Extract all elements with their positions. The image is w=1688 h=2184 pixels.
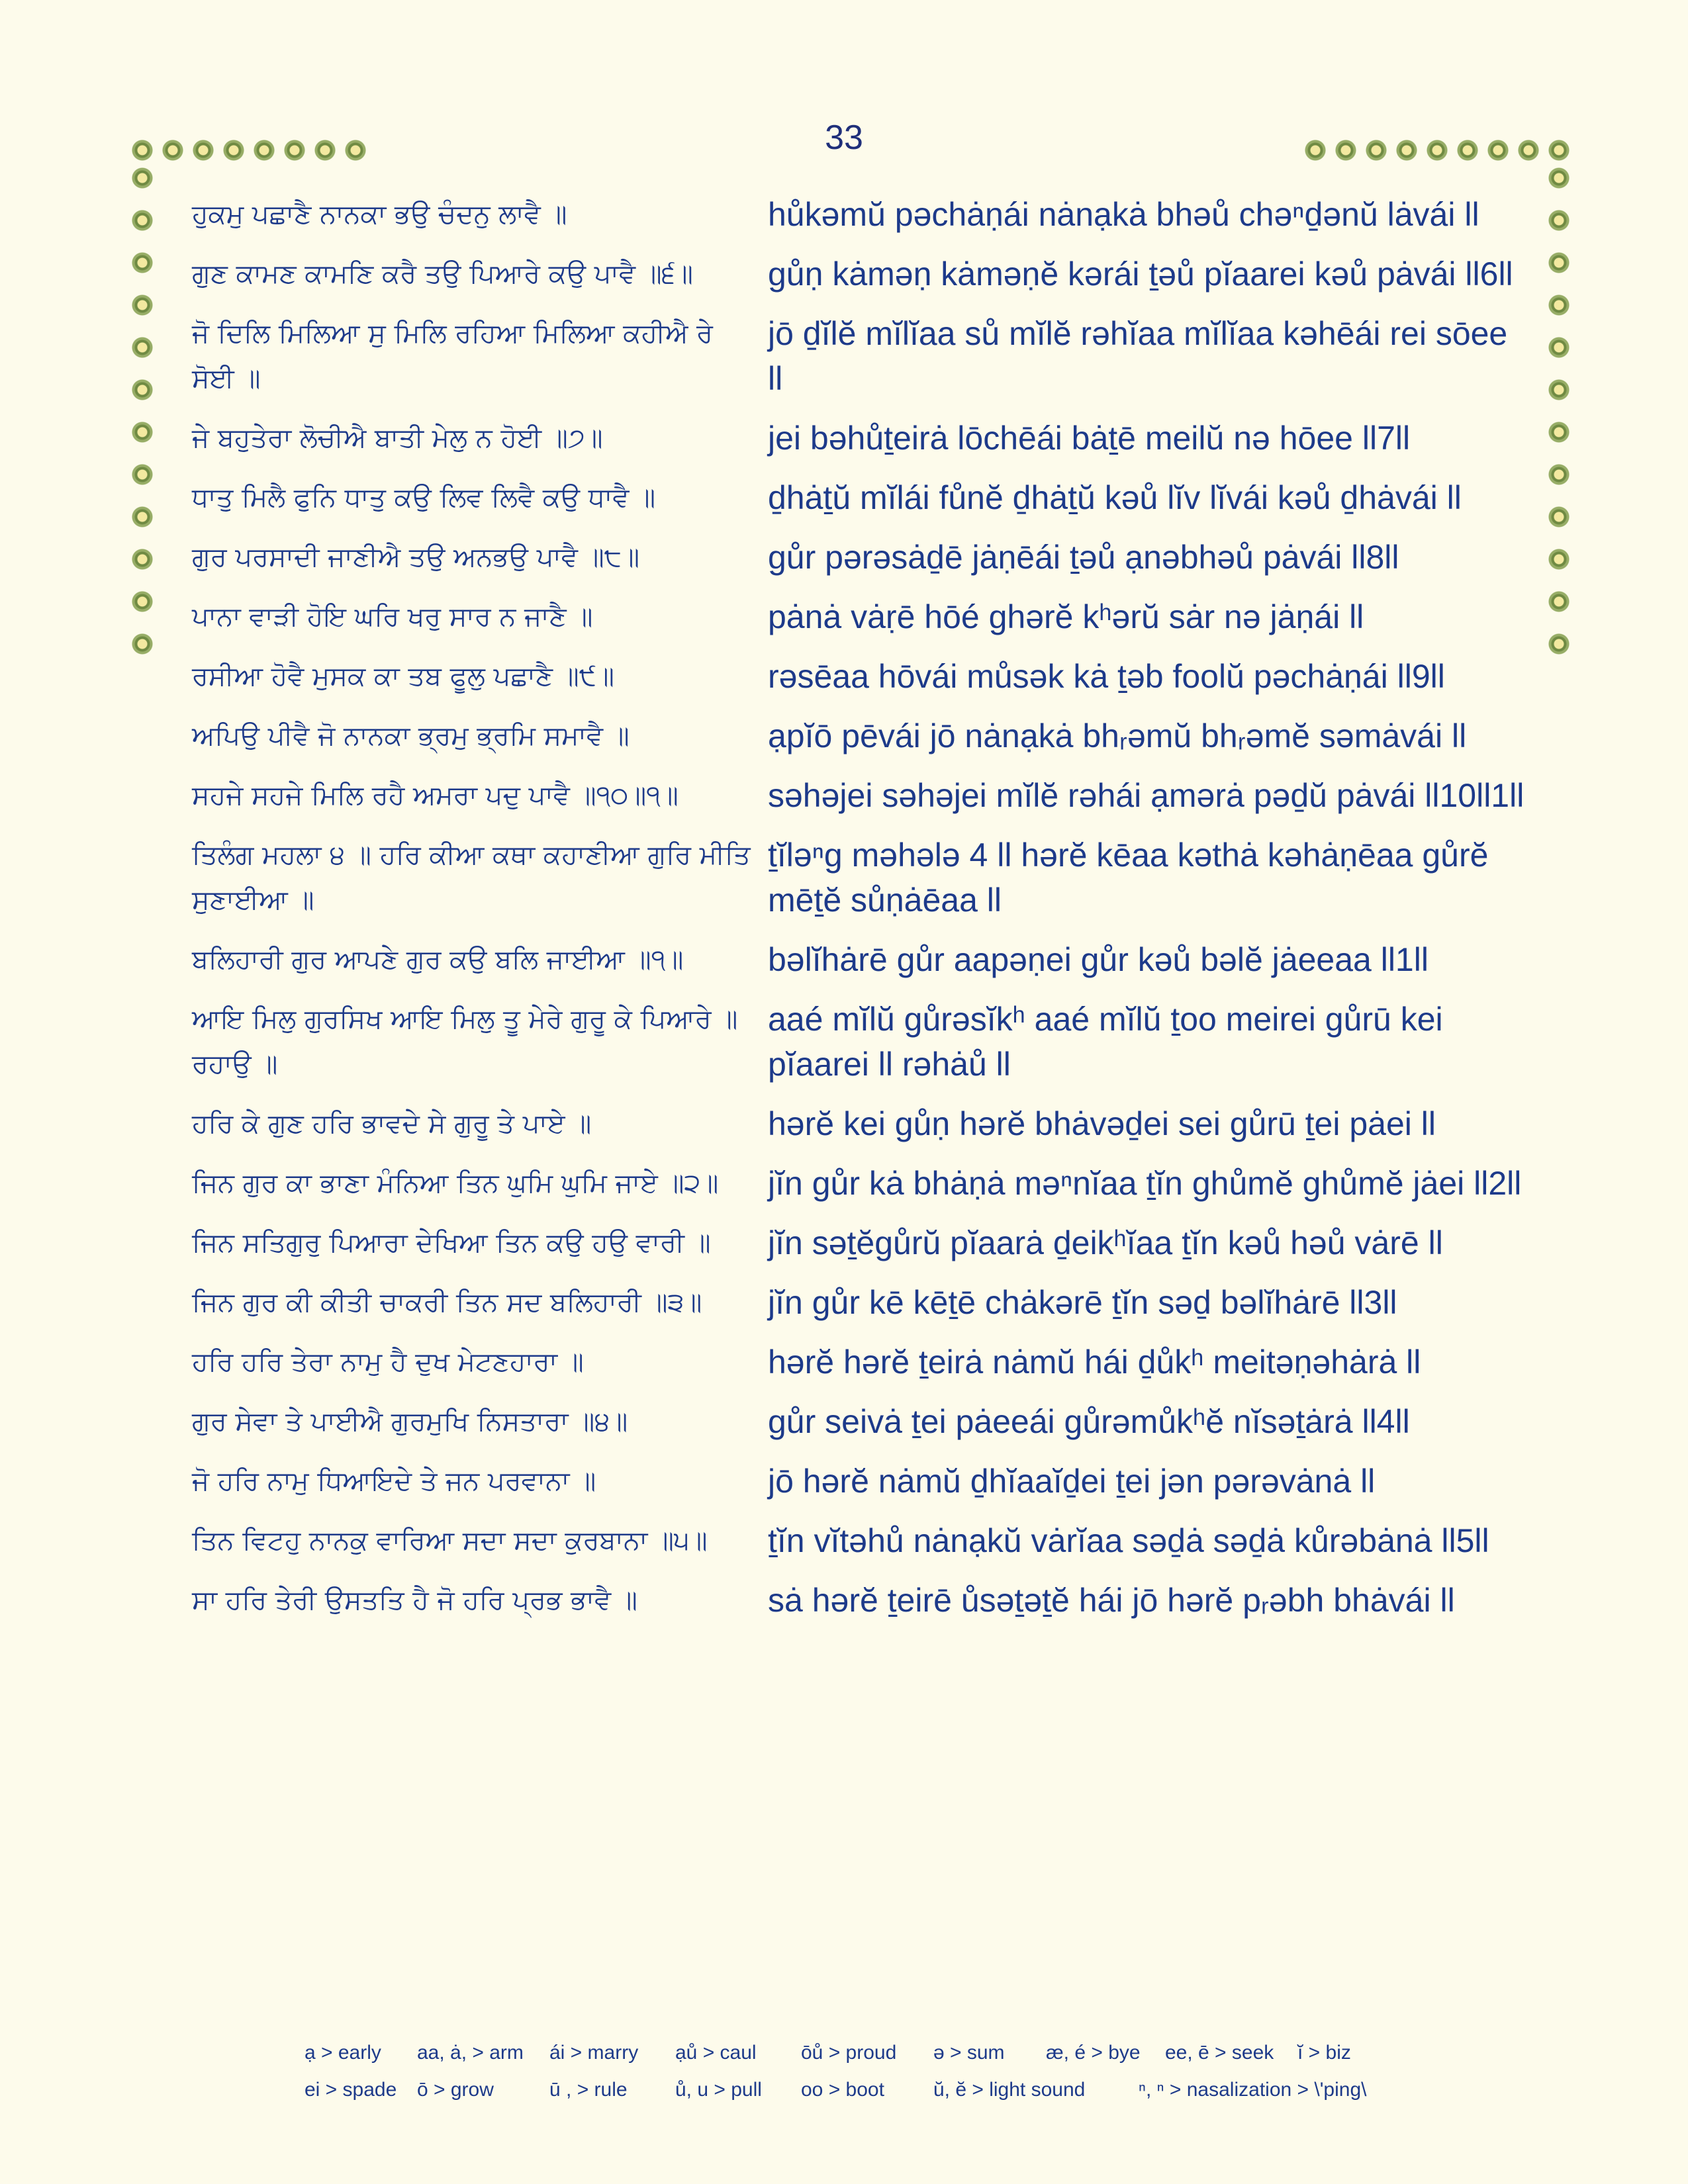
verse-row: [192, 251, 1529, 296]
legend-item: ōů > proud: [801, 2042, 897, 2064]
verse-row: [192, 1161, 1529, 1206]
gurmukhi-text: ਜਿਨ ਸਤਿਗੁਰੁ ਪਿਆਰਾ ਦੇਖਿਆ ਤਿਨ ਕਉ ਹਉ ਵਾਰੀ ॥: [192, 1228, 711, 1258]
legend-item: ái > marry: [549, 2042, 639, 2064]
gurmukhi-text: ਗੁਣ ਕਾਮਣ ਕਾਮਣਿ ਕਰੈ ਤਉ ਪਿਆਰੇ ਕਉ ਪਾਵੈ ॥੬॥: [192, 259, 693, 289]
flower-ornament-icon: [131, 421, 154, 443]
verse-row: [192, 1101, 1529, 1146]
transliteration-text: hərĕ hərĕ ṯeirȧ nȧmŭ hái ḏůkʰ meitəṇəhȧrȧ ll: [768, 1343, 1421, 1381]
verse-list: [192, 192, 1529, 1637]
flower-ornament-icon: [131, 590, 154, 613]
gurmukhi-text: ਜੋ ਹਰਿ ਨਾਮੁ ਧਿਆਇਦੇ ਤੇ ਜਨ ਪਰਵਾਨਾ ॥: [192, 1466, 596, 1496]
flower-ornament-icon: [1548, 633, 1570, 655]
gurmukhi-text: ਜਿਨ ਗੁਰ ਕੀ ਕੀਤੀ ਚਾਕਰੀ ਤਿਨ ਸਦ ਬਲਿਹਾਰੀ ॥੩॥: [192, 1287, 702, 1318]
legend-item: oo > boot: [801, 2079, 884, 2101]
verse-row: [192, 594, 1529, 639]
transliteration-text: rəsēaa hōvái můsək kȧ ṯəb foolŭ pəchȧṇái ll9ll: [768, 658, 1445, 695]
verse-row: [192, 311, 1529, 401]
gurmukhi-text: ਅਪਿਉ ਪੀਵੈ ਜੋ ਨਾਨਕਾ ਭ੍ਰਮੁ ਭ੍ਰਮਿ ਸਮਾਵੈ ॥: [192, 721, 630, 751]
transliteration-text: gůṇ kȧməṇ kȧməṇĕ kərái ṯəů pĭaarei kəů pȧvái ll6ll: [768, 255, 1513, 293]
gurmukhi-text: ਜੇ ਬਹੁਤੇਰਾ ਲੋਚੀਐ ਬਾਤੀ ਮੇਲੁ ਨ ਹੋਈ ॥੭॥: [192, 423, 603, 453]
gurmukhi-text: ਬਲਿਹਾਰੀ ਗੁਰ ਆਪਣੇ ਗੁਰ ਕਉ ਬਲਿ ਜਾਈਆ ॥੧॥: [192, 944, 684, 975]
flower-ornament-icon: [1548, 421, 1570, 443]
flower-ornament-icon: [131, 209, 154, 232]
verse-row: [192, 475, 1529, 520]
verse-row: [192, 1220, 1529, 1265]
flower-ornament-icon: [131, 294, 154, 316]
gurmukhi-text: ਪਾਨਾ ਵਾੜੀ ਹੋਇ ਘਰਿ ਖਰੁ ਸਾਰ ਨ ਜਾਣੈ ॥: [192, 602, 593, 632]
verse-row: [192, 1399, 1529, 1444]
flower-ornament-icon: [131, 336, 154, 359]
verse-row: [192, 1518, 1529, 1563]
flower-ornament-icon: [1548, 251, 1570, 274]
transliteration-text: bəlĭhȧrē gůr aapəṇei gůr kəů bəlĕ jȧeeaa ll1ll: [768, 941, 1429, 978]
verse-row: [192, 654, 1529, 699]
transliteration-text: jĭn gůr kȧ bhȧṇȧ məⁿnĭaa ṯĭn ghůmĕ ghůmĕ jȧei ll2ll: [768, 1165, 1522, 1202]
gurmukhi-text: ਸਾ ਹਰਿ ਤੇਰੀ ਉਸਤਤਿ ਹੈ ਜੋ ਹਰਿ ਪ੍ਰਭ ਭਾਵੈ ॥: [192, 1585, 637, 1615]
flower-ornament-icon: [1548, 294, 1570, 316]
flower-ornament-icon: [131, 506, 154, 528]
flower-ornament-icon: [131, 251, 154, 274]
gurmukhi-text: ਧਾਤੁ ਮਿਲੈ ਫੁਨਿ ਧਾਤੁ ਕਉ ਲਿਵ ਲਿਵੈ ਕਉ ਧਾਵੈ ॥: [192, 482, 656, 513]
transliteration-text: jei bəhůṯeirȧ lōchēái bȧṯē meilŭ nə hōee ll7ll: [768, 420, 1411, 457]
legend-item: ạů > caul: [675, 2042, 757, 2064]
verse-row: [192, 1340, 1529, 1385]
legend-item: ū , > rule: [549, 2079, 628, 2101]
flower-ornament-icon: [131, 463, 154, 486]
flower-ornament-icon: [1548, 506, 1570, 528]
pronunciation-legend: [305, 2042, 1496, 2116]
flower-ornament-icon: [1548, 167, 1570, 189]
flower-ornament-icon: [1548, 379, 1570, 401]
verse-row: [192, 937, 1529, 982]
gurmukhi-text: ਰਸੀਆ ਹੋਵੈ ਮੁਸਕ ਕਾ ਤਬ ਫੂਲੁ ਪਛਾਣੈ ॥੯॥: [192, 661, 614, 692]
legend-item: ĭ > biz: [1297, 2042, 1351, 2064]
flower-ornament-icon: [131, 633, 154, 655]
transliteration-text: ḏhȧṯŭ mĭlái fůnĕ ḏhȧṯŭ kəů lĭv lĭvái kəů ḏhȧvái ll: [768, 479, 1462, 516]
gurmukhi-text: ਤਿਨ ਵਿਟਹੁ ਨਾਨਕੁ ਵਾਰਿਆ ਸਦਾ ਸਦਾ ਕੁਰਬਾਨਾ ॥੫॥: [192, 1525, 708, 1556]
verse-row: [192, 192, 1529, 237]
flower-ornament-icon: [1548, 590, 1570, 613]
legend-item: aa, ȧ, > arm: [417, 2042, 524, 2064]
transliteration-text: jō ḏĭlĕ mĭlĭaa sů mĭlĕ rəhĭaa mĭlĭaa kəhēái rei sōee ll: [768, 315, 1508, 397]
transliteration-text: hərĕ kei gůṇ hərĕ bhȧvəḏei sei gůrū ṯei pȧei ll: [768, 1105, 1436, 1142]
legend-item: ə > sum: [933, 2042, 1005, 2064]
verse-row: [192, 535, 1529, 580]
verse-row: [192, 1578, 1529, 1623]
transliteration-text: pȧnȧ vȧṛē hōé ghərĕ kʰərŭ sȧr nə jȧṇái ll: [768, 598, 1364, 635]
transliteration-text: ṯĭn vĭtəhů nȧnạkŭ vȧrĭaa səḏȧ səḏȧ kůrəbȧnȧ ll5ll: [768, 1522, 1489, 1559]
legend-item: ō > grow: [417, 2079, 494, 2101]
verse-row: [192, 1280, 1529, 1325]
flower-ornament-icon: [1548, 548, 1570, 570]
legend-item: ⁿ, ⁿ > nasalization > \'ping\: [1139, 2079, 1367, 2101]
page-number: 33: [825, 118, 863, 157]
verse-row: [192, 833, 1529, 923]
verse-row: [192, 773, 1529, 818]
verse-row: [192, 997, 1529, 1087]
verse-row: [192, 1459, 1529, 1504]
gurmukhi-text: ਆਇ ਮਿਲੁ ਗੁਰਸਿਖ ਆਇ ਮਿਲੁ ਤੂ ਮੇਰੇ ਗੁਰੂ ਕੇ ਪਿਆਰੇ ॥ ਰਹਾਉ ॥: [192, 1004, 738, 1079]
gurmukhi-text: ਹਰਿ ਕੇ ਗੁਣ ਹਰਿ ਭਾਵਦੇ ਸੇ ਗੁਰੂ ਤੇ ਪਾਏ ॥: [192, 1109, 592, 1139]
flower-ornament-icon: [1548, 336, 1570, 359]
gurmukhi-text: ਹੁਕਮੁ ਪਛਾਣੈ ਨਾਨਕਾ ਭਉ ਚੰਦਨੁ ਲਾਵੈ ॥: [192, 199, 567, 230]
legend-item: ů, u > pull: [675, 2079, 762, 2101]
transliteration-text: sȧ hərĕ ṯeirē ůsəṯəṯĕ hái jō hərĕ pᵣəbh bhȧvái ll: [768, 1582, 1455, 1619]
gurmukhi-text: ਹਰਿ ਹਰਿ ਤੇਰਾ ਨਾਮੁ ਹੈ ਦੁਖ ਮੇਟਣਹਾਰਾ ॥: [192, 1347, 584, 1377]
gurmukhi-text: ਗੁਰ ਪਰਸਾਦੀ ਜਾਣੀਐ ਤਉ ਅਨਭਉ ਪਾਵੈ ॥੮॥: [192, 542, 640, 572]
legend-row-1: [305, 2042, 1496, 2064]
flower-ornament-icon: [1548, 463, 1570, 486]
gurmukhi-text: ਤਿਲੰਗ ਮਹਲਾ ੪ ॥ ਹਰਿ ਕੀਆ ਕਥਾ ਕਹਾਣੀਆ ਗੁਰਿ ਮੀਤਿ ਸੁਣਾਈਆ ॥: [192, 840, 751, 915]
transliteration-text: ṯĭləⁿg məhələ 4 ll hərĕ kēaa kəthȧ kəhȧṇēaa gůrĕ mēṯĕ sůṇȧēaa ll: [768, 837, 1489, 919]
transliteration-text: jĭn gůr kē kēṯē chȧkərē ṯĭn səḏ bəlĭhȧrē ll3ll: [768, 1284, 1397, 1321]
transliteration-text: gůr pərəsȧḏē jȧṇēái ṯəů ạnəbhəů pȧvái ll8ll: [768, 539, 1399, 576]
transliteration-text: ạpĭō pēvái jō nȧnạkȧ bhᵣəmŭ bhᵣəmĕ səmȧvái ll: [768, 717, 1467, 754]
flower-ornament-icon: [131, 379, 154, 401]
transliteration-text: hůkəmŭ pəchȧṇái nȧnạkȧ bhəů chəⁿḏənŭ lȧvái ll: [768, 196, 1479, 233]
verse-row: [192, 713, 1529, 758]
gurmukhi-text: ਜਿਨ ਗੁਰ ਕਾ ਭਾਣਾ ਮੰਨਿਆ ਤਿਨ ਘੁਮਿ ਘੁਮਿ ਜਾਏ ॥੨॥: [192, 1168, 719, 1199]
flower-ornament-icon: [1548, 209, 1570, 232]
legend-item: æ, é > bye: [1046, 2042, 1141, 2064]
legend-item: ee, ē > seek: [1165, 2042, 1274, 2064]
legend-row-2: [305, 2079, 1496, 2101]
gurmukhi-text: ਸਹਜੇ ਸਹਜੇ ਮਿਲਿ ਰਹੈ ਅਮਰਾ ਪਦੁ ਪਾਵੈ ॥੧੦॥੧॥: [192, 780, 679, 811]
legend-item: ŭ, ĕ > light sound: [933, 2079, 1086, 2101]
transliteration-text: gůr seivȧ ṯei pȧeeái gůrəmůkʰĕ nĭsəṯȧrȧ ll4ll: [768, 1403, 1410, 1440]
legend-item: ei > spade: [305, 2079, 397, 2101]
transliteration-text: səhəjei səhəjei mĭlĕ rəhái ạmərȧ pəḏŭ pȧvái ll10ll1ll: [768, 777, 1524, 814]
transliteration-text: jĭn səṯĕgůrŭ pĭaarȧ ḏeikʰĭaa ṯĭn kəů həů vȧrē ll: [768, 1224, 1443, 1261]
gurmukhi-text: ਜੋ ਦਿਲਿ ਮਿਲਿਆ ਸੁ ਮਿਲਿ ਰਹਿਆ ਮਿਲਿਆ ਕਹੀਐ ਰੇ ਸੋਈ ॥: [192, 318, 713, 394]
transliteration-text: aaé mĭlŭ gůrəsĭkʰ aaé mĭlŭ ṯoo meirei gůrū kei pĭaarei ll rəhȧů ll: [768, 1001, 1443, 1083]
gurmukhi-text: ਗੁਰ ਸੇਵਾ ਤੇ ਪਾਈਐ ਗੁਰਮੁਖਿ ਨਿਸਤਾਰਾ ॥੪॥: [192, 1406, 628, 1437]
verse-row: [192, 416, 1529, 461]
flower-ornament-icon: [131, 167, 154, 189]
flower-ornament-icon: [131, 548, 154, 570]
transliteration-text: jō hərĕ nȧmŭ ḏhĭaaĭḏei ṯei jən pərəvȧnȧ ll: [768, 1463, 1376, 1500]
legend-item: ạ > early: [305, 2042, 381, 2064]
